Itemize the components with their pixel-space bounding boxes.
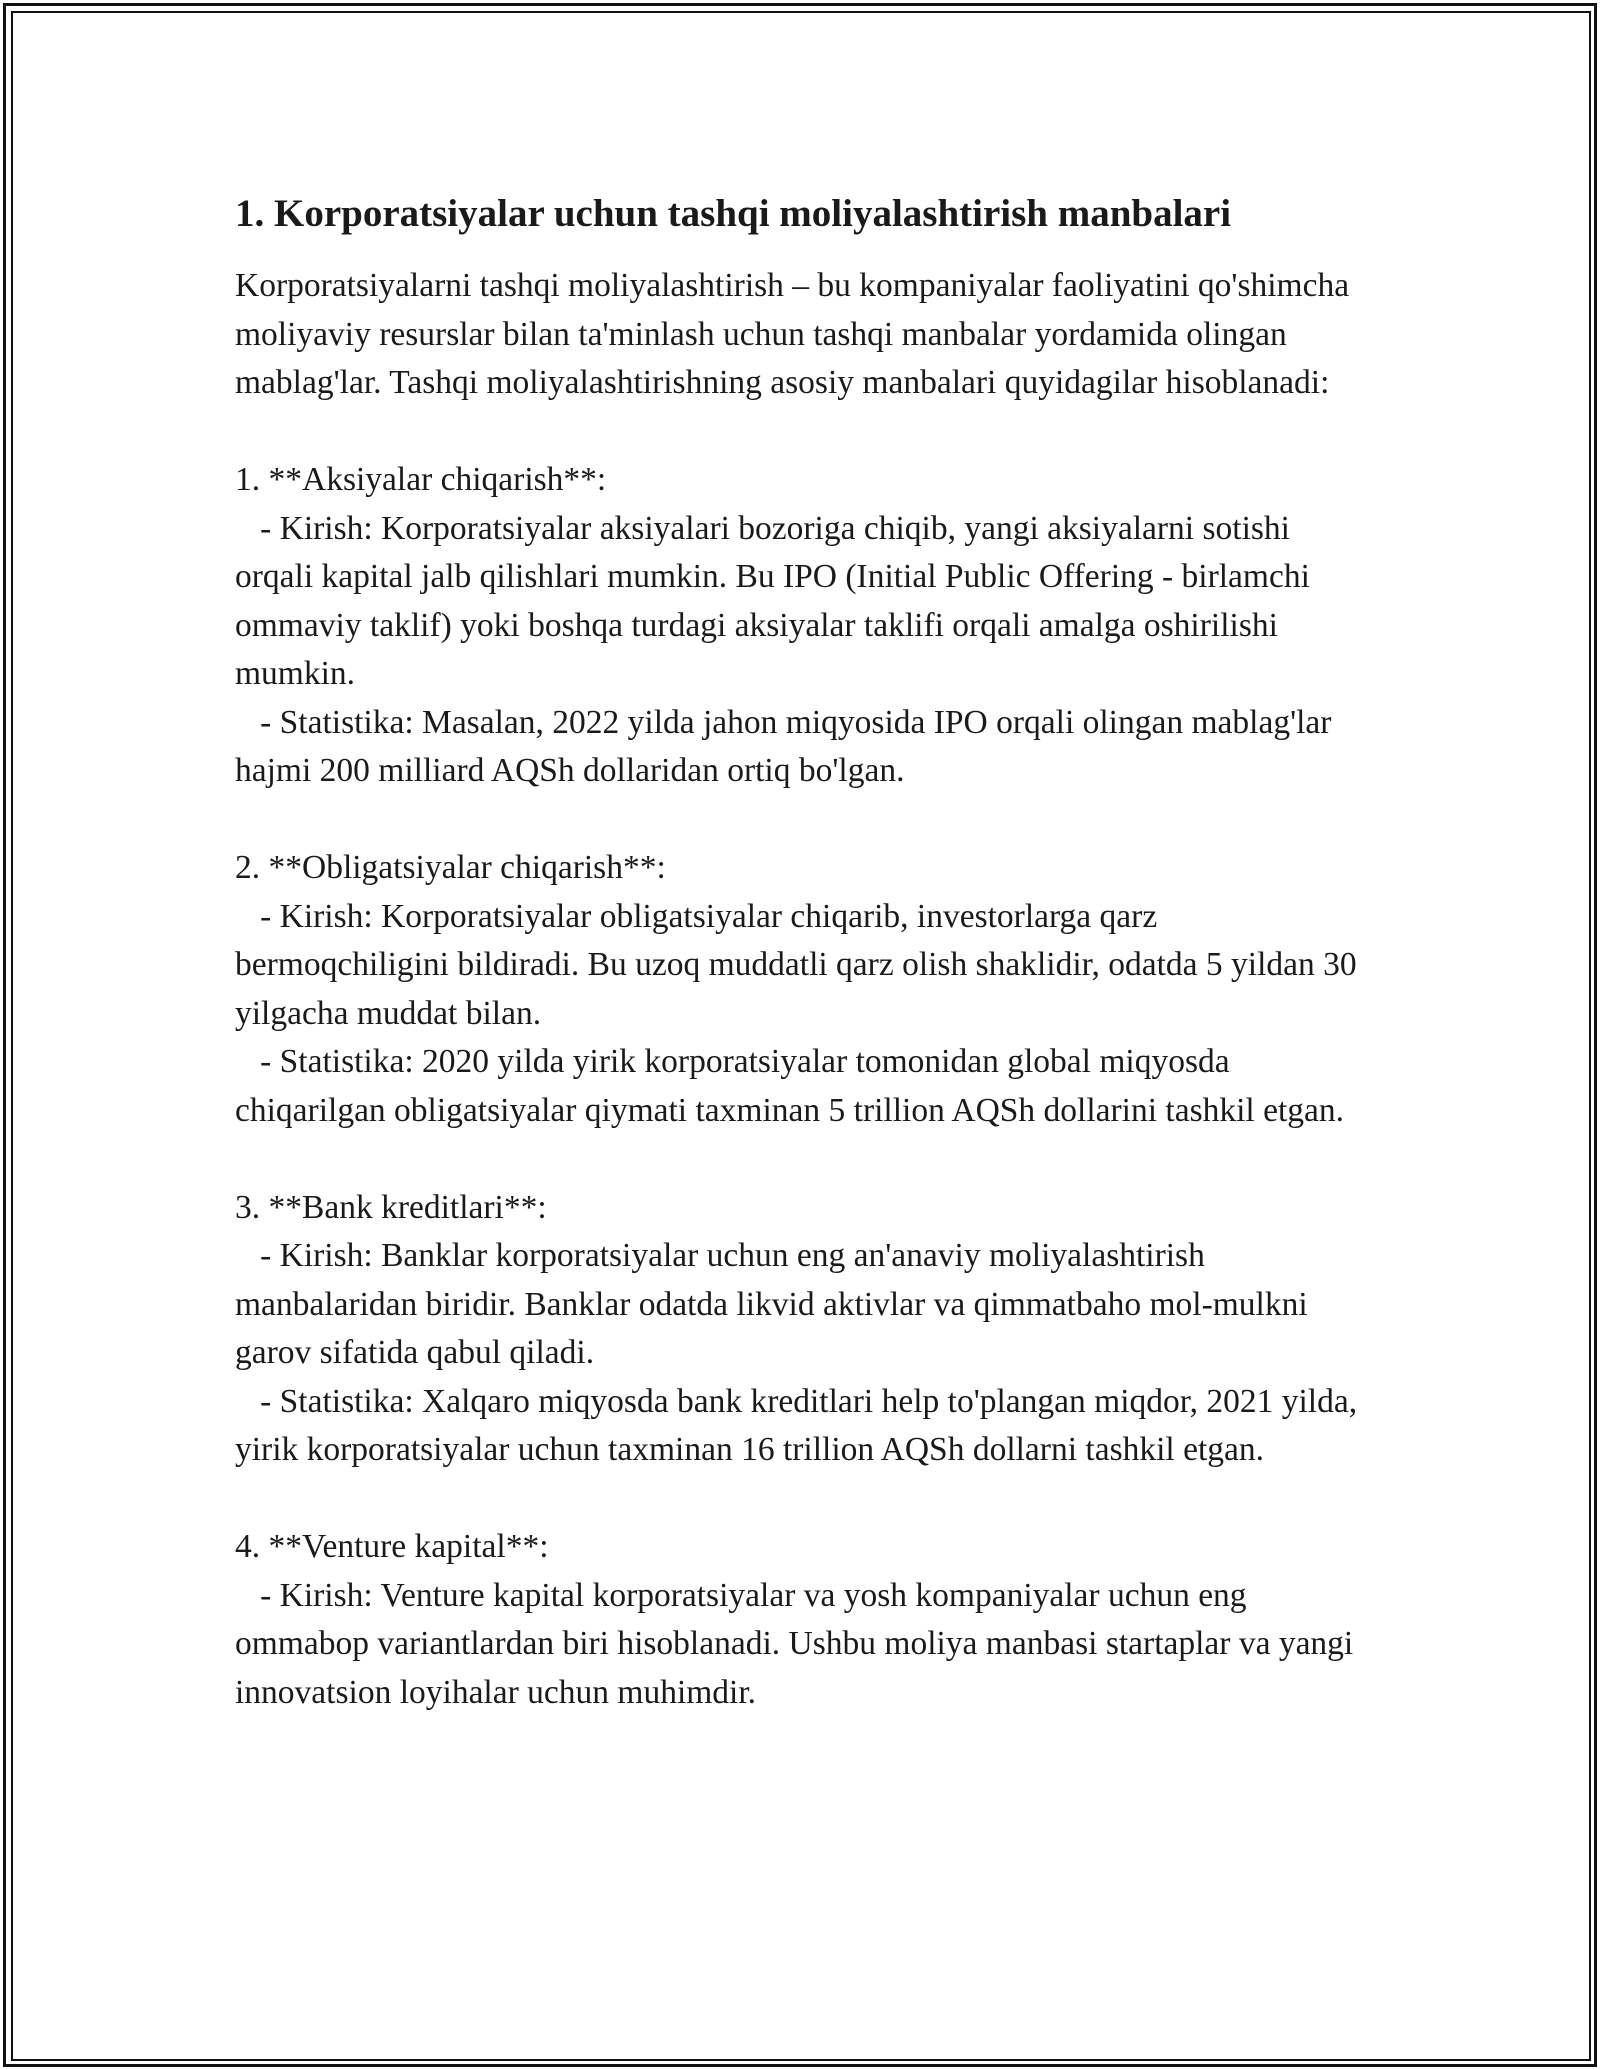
spacer xyxy=(235,408,1370,457)
section-bank-kreditlari xyxy=(235,1184,1370,1475)
spacer xyxy=(235,1135,1370,1184)
section-heading: 4. **Venture kapital**: xyxy=(235,1528,549,1565)
section-statistika: - Statistika: Masalan, 2022 yilda jahon miqyosida IPO orqali olingan mablag'lar hajmi 200 milliard AQSh dollaridan ortiq bo'lgan. xyxy=(235,703,1340,789)
section-heading: 2. **Obligatsiyalar chiqarish**: xyxy=(235,849,666,886)
section-heading: 3. **Bank kreditlari**: xyxy=(235,1188,547,1226)
document-body xyxy=(235,188,1370,1717)
section-statistika: - Statistika: 2020 yilda yirik korporatsiyalar tomonidan global miqyosda chiqarilgan obligatsiyalar qiymati taxminan 5 trillion AQSh dollarini tashkil etgan. xyxy=(235,1043,1345,1129)
section-obligatsiyalar xyxy=(235,844,1370,1135)
section-kirish: - Kirish: Korporatsiyalar obligatsiyalar chiqarib, investorlarga qarz bermoqchiligini bildiradi. Bu uzoq muddatli qarz olish shaklidir, odatda 5 yildan 30 yilgacha muddat bilan. xyxy=(235,897,1366,1032)
intro-paragraph: Korporatsiyalarni tashqi moliyalashtirish – bu kompaniyalar faoliyatini qo'shimcha moliyaviy resurslar bilan ta'minlash uchun tashqi manbalar yordamida olingan mablag'lar. Tashqi moliyalashtirishning asosiy manbalari quyidagilar hisoblanadi: xyxy=(235,267,1358,401)
section-kirish: - Kirish: Korporatsiyalar aksiyalari bozoriga chiqib, yangi aksiyalarni sotishi orqali kapital jalb qilishlari mumkin. Bu IPO (Initial Public Offering - birlamchi ommaviy taklif) yoki boshqa turdagi aksiyalar taklifi orqali amalga oshirilishi mumkin. xyxy=(235,509,1319,692)
section-kirish: - Kirish: Venture kapital korporatsiyalar va yosh kompaniyalar uchun eng ommabop variantlardan biri hisoblanadi. Ushbu moliya manbasi startaplar va yangi innovatsion loyihalar uchun muhimdir. xyxy=(235,1576,1362,1711)
document-title: 1. Korporatsiyalar uchun tashqi moliyalashtirish manbalari xyxy=(235,192,1232,235)
spacer xyxy=(235,1475,1370,1524)
section-heading: 1. **Aksiyalar chiqarish**: xyxy=(235,461,607,498)
section-venture-kapital xyxy=(235,1523,1370,1717)
spacer xyxy=(235,796,1370,845)
section-statistika: - Statistika: Xalqaro miqyosda bank kreditlari help to'plangan miqdor, 2021 yilda, yirik korporatsiyalar uchun taxminan 16 trillion AQSh dollarni tashkil etgan. xyxy=(235,1382,1366,1468)
section-kirish: - Kirish: Banklar korporatsiyalar uchun eng an'anaviy moliyalashtirish manbalaridan biridir. Banklar odatda likvid aktivlar va qimmatbaho mol-mulkni garov sifatida qabul qiladi. xyxy=(235,1237,1317,1371)
section-aksiyalar xyxy=(235,456,1370,796)
